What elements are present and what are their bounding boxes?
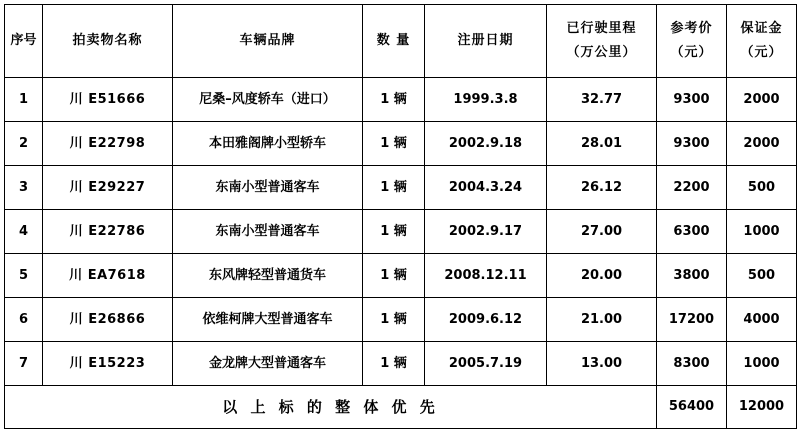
cell-mileage: 13.00 (547, 342, 657, 386)
cell-price: 3800 (657, 254, 727, 298)
header-mileage (547, 5, 657, 78)
cell-brand: 依维柯牌大型普通客车 (173, 298, 363, 342)
table-total-row (5, 386, 797, 429)
cell-margin: 4000 (727, 298, 797, 342)
cell-seq: 4 (5, 210, 43, 254)
table-header-row (5, 5, 797, 78)
cell-quantity: 1 辆 (363, 122, 425, 166)
header-registration-date: 注册日期 (425, 5, 547, 78)
cell-brand: 本田雅阁牌小型轿车 (173, 122, 363, 166)
header-mileage-line2: （万公里） (566, 45, 637, 60)
header-price-line2: （元） (670, 45, 713, 60)
total-margin: 12000 (727, 386, 797, 429)
cell-price: 9300 (657, 122, 727, 166)
cell-name: 川 E26866 (43, 298, 173, 342)
cell-price: 6300 (657, 210, 727, 254)
cell-seq: 5 (5, 254, 43, 298)
cell-name: 川 E22786 (43, 210, 173, 254)
header-brand: 车辆品牌 (173, 5, 363, 78)
cell-seq: 3 (5, 166, 43, 210)
header-reference-price (657, 5, 727, 78)
cell-brand: 东南小型普通客车 (173, 166, 363, 210)
header-margin-line2: （元） (740, 45, 783, 60)
cell-date: 1999.3.8 (425, 78, 547, 122)
cell-price: 9300 (657, 78, 727, 122)
cell-date: 2002.9.18 (425, 122, 547, 166)
cell-seq: 6 (5, 298, 43, 342)
cell-mileage: 26.12 (547, 166, 657, 210)
cell-margin: 1000 (727, 210, 797, 254)
header-seq: 序号 (5, 5, 43, 78)
cell-margin: 2000 (727, 78, 797, 122)
cell-date: 2005.7.19 (425, 342, 547, 386)
table-row (5, 210, 797, 254)
total-label: 以 上 标 的 整 体 优 先 (5, 386, 657, 429)
cell-quantity: 1 辆 (363, 210, 425, 254)
cell-margin: 500 (727, 166, 797, 210)
cell-seq: 7 (5, 342, 43, 386)
header-price-line1: 参考价 (670, 21, 713, 37)
cell-name: 川 EA7618 (43, 254, 173, 298)
cell-seq: 2 (5, 122, 43, 166)
header-quantity: 数 量 (363, 5, 425, 78)
auction-table (4, 4, 797, 429)
cell-price: 2200 (657, 166, 727, 210)
cell-margin: 500 (727, 254, 797, 298)
header-mileage-line1: 已行驶里程 (566, 21, 637, 37)
cell-name: 川 E29227 (43, 166, 173, 210)
table-row (5, 298, 797, 342)
cell-price: 8300 (657, 342, 727, 386)
table-row (5, 254, 797, 298)
cell-mileage: 32.77 (547, 78, 657, 122)
cell-quantity: 1 辆 (363, 166, 425, 210)
cell-name: 川 E15223 (43, 342, 173, 386)
cell-date: 2004.3.24 (425, 166, 547, 210)
cell-price: 17200 (657, 298, 727, 342)
cell-brand: 金龙牌大型普通客车 (173, 342, 363, 386)
cell-quantity: 1 辆 (363, 342, 425, 386)
table-row (5, 122, 797, 166)
cell-quantity: 1 辆 (363, 254, 425, 298)
header-name: 拍卖物名称 (43, 5, 173, 78)
cell-date: 2009.6.12 (425, 298, 547, 342)
cell-mileage: 20.00 (547, 254, 657, 298)
table-row (5, 78, 797, 122)
cell-margin: 2000 (727, 122, 797, 166)
cell-name: 川 E51666 (43, 78, 173, 122)
header-margin-line1: 保证金 (740, 21, 783, 37)
total-price: 56400 (657, 386, 727, 429)
cell-quantity: 1 辆 (363, 298, 425, 342)
cell-name: 川 E22798 (43, 122, 173, 166)
cell-mileage: 27.00 (547, 210, 657, 254)
table-row (5, 166, 797, 210)
cell-mileage: 28.01 (547, 122, 657, 166)
cell-brand: 尼桑–风度轿车（进口） (173, 78, 363, 122)
cell-brand: 东风牌轻型普通货车 (173, 254, 363, 298)
cell-date: 2002.9.17 (425, 210, 547, 254)
cell-margin: 1000 (727, 342, 797, 386)
cell-brand: 东南小型普通客车 (173, 210, 363, 254)
table-row (5, 342, 797, 386)
cell-seq: 1 (5, 78, 43, 122)
cell-quantity: 1 辆 (363, 78, 425, 122)
cell-date: 2008.12.11 (425, 254, 547, 298)
cell-mileage: 21.00 (547, 298, 657, 342)
header-deposit (727, 5, 797, 78)
